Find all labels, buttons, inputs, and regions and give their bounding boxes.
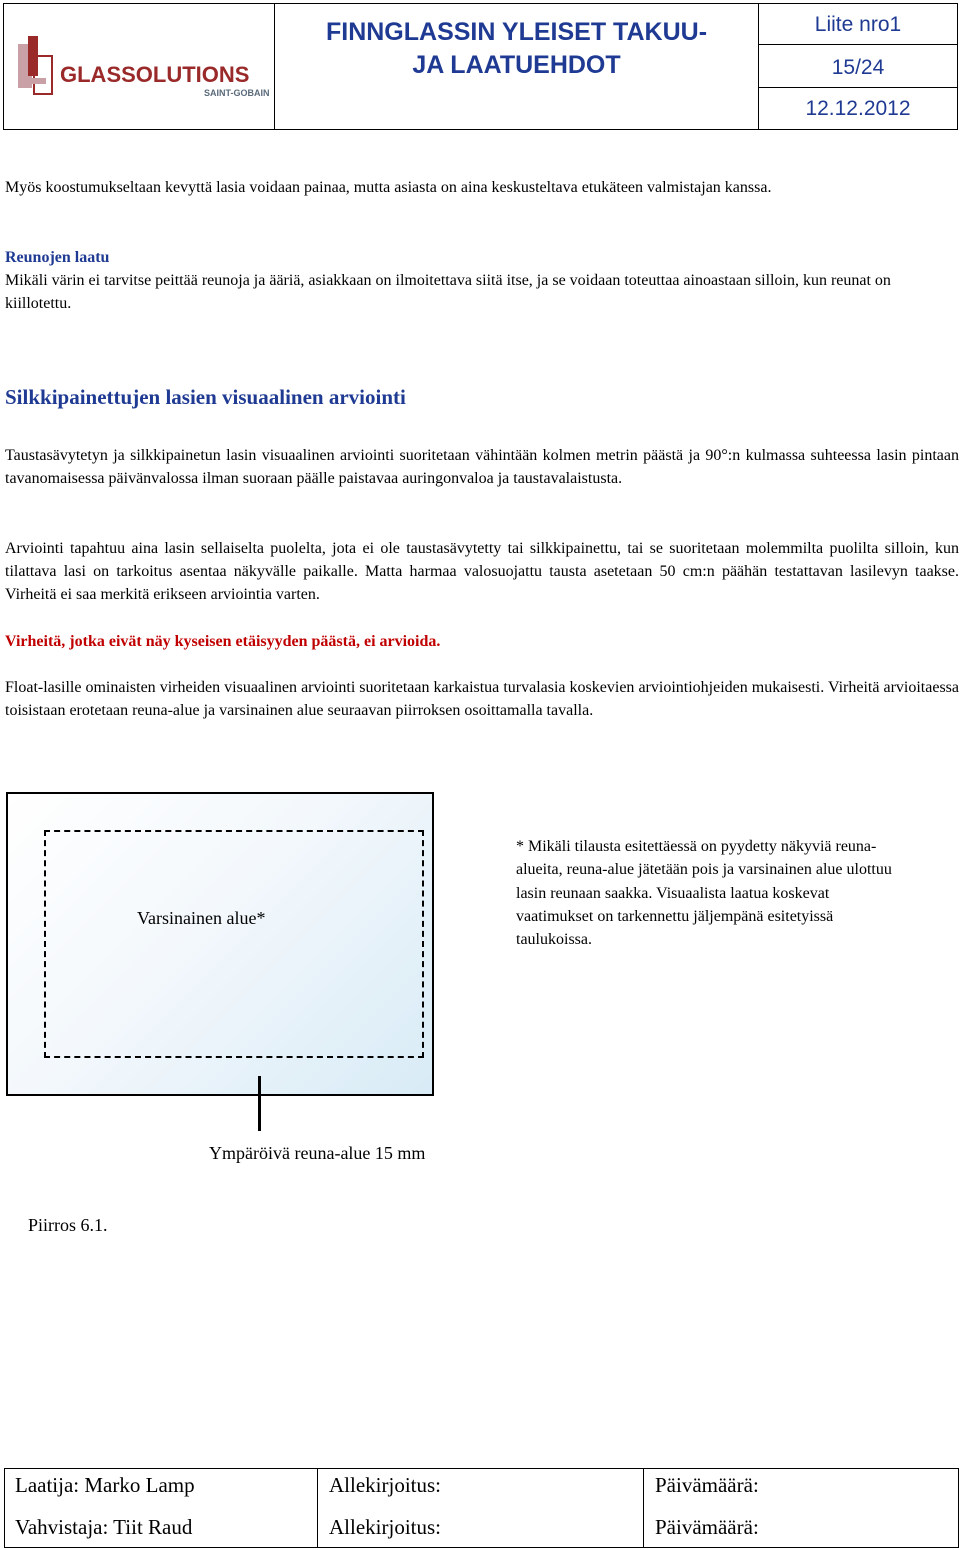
document-title [275,16,758,82]
main-area-label: Varsinainen alue* [137,908,266,928]
logo-cell [3,3,275,130]
edge-area-label: Ympäröivä reuna-alue 15 mm [209,1143,426,1163]
intro-paragraph: Myös koostumukseltaan kevyttä lasia voidaan painaa, mutta asiasta on aina keskusteltava etukäteen valmistajan kanssa. [5,179,772,196]
page-cell [758,44,958,88]
footer-approver: Vahvistaja: Tiit Raud [15,1515,193,1539]
document-date: 12.12.2012 [805,97,911,120]
footer-author: Laatija: Marko Lamp [15,1473,195,1497]
signature-footer [4,1468,959,1548]
glassolutions-logo-icon [16,34,66,104]
logo-wordmark: GLASSOLUTIONS [60,62,250,87]
footer-divider [317,1469,318,1547]
footer-signature-2: Allekirjoitus: [329,1515,441,1539]
main-area-boundary [44,830,424,1058]
footer-signature-1: Allekirjoitus: [329,1473,441,1497]
edge-quality-heading: Reunojen laatu [5,249,110,266]
date-cell [758,87,958,130]
paragraph-bold-notice: Virheitä, jotka eivät näy kyseisen etäisyyden päästä, ei arvioida. [5,633,441,650]
paragraph-evaluation-conditions: Taustasävytetyn ja silkkipainetun lasin visuaalinen arviointi suoritetaan vähintään kolmen metrin päästä ja 90°:n kulmassa suhteessa lasin pintaan tavanomaisessa päivänvalossa ilman suoraan päälle paistavaa auringonvaloa ja taustavalaistusta. [5,447,959,487]
footer-date-1: Päivämäärä: [655,1473,759,1497]
attachment-number: Liite nro1 [814,13,902,36]
logo-subtitle: SAINT-GOBAIN [204,88,270,98]
title-line-1: FINNGLASSIN YLEISET TAKUU- [325,18,708,46]
figure-note: * Mikäli tilausta esitettäessä on pyydetty näkyviä reuna-alueita, reuna-alue jätetään pois ja varsinainen alue ulottuu lasin reunaan saakka. Visuaalista laatua koskevat vaatimukset on tarkennettu jäljempänä esitetyissä taulukoissa. [516,838,892,949]
figure-caption: Piirros 6.1. [28,1215,108,1235]
title-cell [274,3,759,130]
footer-date-2: Päivämäärä: [655,1515,759,1539]
attachment-cell [758,3,958,45]
footer-divider [643,1469,644,1547]
paragraph-float-glass: Float-lasille ominaisten virheiden visuaalinen arviointi suoritetaan karkaistua turvalasia koskevien arviointiohjeiden mukaisesti. Virheitä arvioitaessa toisistaan erotetaan reuna-alue ja varsinainen alue seuraavan piirroksen osoittamalla tavalla. [5,679,959,719]
edge-quality-paragraph: Mikäli värin ei tarvitse peittää reunoja ja ääriä, asiakkaan on ilmoitettava siitä itse, ja se voidaan toteuttaa ainoastaan silloin, kun reunat on kiillotettu. [5,272,891,312]
paragraph-evaluation-side: Arviointi tapahtuu aina lasin sellaiselta puolelta, jota ei ole taustasävytetty tai silkkipainettu, tai se suoritetaan molemmilta puolilta silloin, kun tilattava lasi on tarkoitus asentaa näkyvälle paikalle. Matta harmaa valosuojattu tausta asetetaan 50 cm:n päähän testattavan lasilevyn taakse. Virheitä ei saa merkitä erikseen arviointia varten. [5,540,959,603]
edge-area-pointer [258,1076,261,1131]
section-title: Silkkipainettujen lasien visuaalinen arviointi [5,385,406,409]
page-number: 15/24 [831,56,885,79]
document-header [0,0,960,130]
title-line-2: JA LAATUEHDOT [412,51,621,79]
